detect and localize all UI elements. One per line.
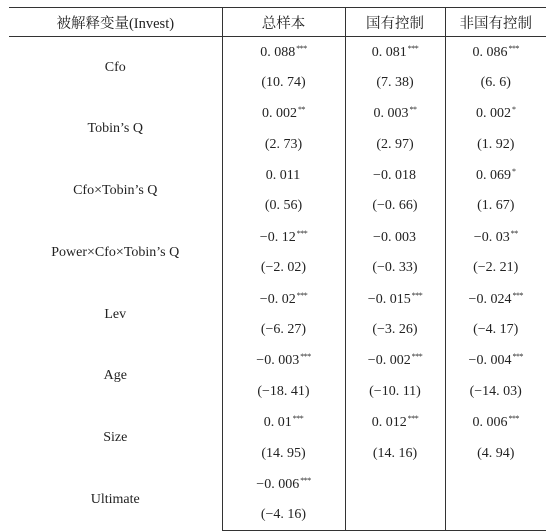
coefficient-cell-state-controlled xyxy=(345,222,445,253)
coefficient-cell-non-state-controlled xyxy=(445,160,546,191)
coefficient-value: 0. 011 xyxy=(265,168,301,183)
t-statistic-non-state-controlled: (6. 6) xyxy=(445,67,546,98)
table-row-coefficient xyxy=(9,407,546,438)
t-statistic-full-sample: (−18. 41) xyxy=(222,376,345,407)
coefficient-cell-state-controlled xyxy=(345,284,445,315)
coefficient-cell-non-state-controlled xyxy=(445,222,546,253)
t-statistic-non-state-controlled: (1. 67) xyxy=(445,191,546,222)
coefficient-cell-non-state-controlled xyxy=(445,37,546,68)
t-statistic-non-state-controlled: (1. 92) xyxy=(445,129,546,160)
variable-name: Cfo xyxy=(104,59,126,75)
significance-stars: *** xyxy=(512,352,523,362)
coefficient-value: −0. 03 xyxy=(473,229,510,245)
coefficient-cell-non-state-controlled xyxy=(445,345,546,376)
t-statistic-non-state-controlled: (−2. 21) xyxy=(445,253,546,284)
table-row-coefficient xyxy=(9,37,546,68)
coefficient-value: 0. 069 xyxy=(476,168,511,183)
significance-stars: *** xyxy=(411,352,423,362)
coefficient-cell-state-controlled xyxy=(345,160,445,191)
t-statistic-state-controlled: (7. 38) xyxy=(345,67,445,98)
coefficient-value: −0. 006 xyxy=(256,476,300,492)
significance-stars: *** xyxy=(292,414,304,424)
table-row-coefficient xyxy=(9,160,546,191)
coefficient-cell-state-controlled xyxy=(345,345,445,376)
coefficient-cell-full-sample xyxy=(222,407,345,438)
coefficient-cell-full-sample xyxy=(222,37,345,68)
coefficient-cell-full-sample xyxy=(222,98,345,129)
t-statistic-non-state-controlled: (−14. 03) xyxy=(445,376,546,407)
coefficient-value: 0. 088 xyxy=(260,44,296,60)
coefficient-cell-full-sample xyxy=(222,345,345,376)
significance-stars: *** xyxy=(512,290,523,300)
significance-stars: * xyxy=(512,167,516,176)
table-row-coefficient xyxy=(9,98,546,129)
coefficient-value: 0. 002 xyxy=(262,106,297,122)
t-statistic-non-state-controlled: (−4. 17) xyxy=(445,315,546,346)
variable-name: Tobin’s Q xyxy=(87,121,143,137)
header-non-state-controlled: 非国有控制 xyxy=(445,8,546,37)
variable-name: Size xyxy=(103,430,128,446)
header-dependent-variable: 被解释变量(Invest) xyxy=(9,8,222,37)
t-statistic-full-sample: (0. 56) xyxy=(222,191,345,222)
t-statistic-full-sample: (−6. 27) xyxy=(222,315,345,346)
header-full-sample: 总样本 xyxy=(222,8,345,37)
coefficient-cell-non-state-controlled xyxy=(445,469,546,500)
t-statistic-non-state-controlled: (4. 94) xyxy=(445,438,546,469)
t-statistic-state-controlled: (2. 97) xyxy=(345,129,445,160)
variable-name: Lev xyxy=(104,306,127,322)
coefficient-cell-full-sample xyxy=(222,284,345,315)
coefficient-value: 0. 081 xyxy=(371,44,407,60)
header-row xyxy=(9,8,546,37)
coefficient-value: −0. 003 xyxy=(373,229,416,245)
coefficient-value: −0. 024 xyxy=(468,291,512,307)
coefficient-value: −0. 004 xyxy=(468,353,512,369)
coefficient-cell-non-state-controlled xyxy=(445,98,546,129)
coefficient-value: 0. 006 xyxy=(472,415,508,431)
variable-name: Power×Cfo×Tobin’s Q xyxy=(51,244,180,260)
significance-stars: ** xyxy=(409,105,417,115)
coefficient-value: 0. 003 xyxy=(373,106,409,122)
variable-name: Ultimate xyxy=(90,491,140,507)
coefficient-cell-full-sample xyxy=(222,160,345,191)
t-statistic-state-controlled: (−10. 11) xyxy=(345,376,445,407)
table-body xyxy=(9,37,546,531)
coefficient-value: −0. 015 xyxy=(367,291,411,307)
significance-stars: *** xyxy=(300,475,311,485)
significance-stars: *** xyxy=(296,43,307,53)
t-statistic-state-controlled: (−0. 66) xyxy=(345,191,445,222)
coefficient-value: −0. 003 xyxy=(256,353,300,369)
t-statistic-state-controlled xyxy=(345,500,445,531)
significance-stars: ** xyxy=(298,105,305,115)
coefficient-value: 0. 01 xyxy=(263,415,292,431)
coefficient-value: 0. 086 xyxy=(472,44,508,60)
coefficient-value: −0. 018 xyxy=(373,168,416,183)
table-row-coefficient xyxy=(9,222,546,253)
significance-stars: *** xyxy=(407,43,419,53)
variable-name: Cfo×Tobin’s Q xyxy=(73,182,158,198)
significance-stars: * xyxy=(512,105,516,115)
variable-name: Age xyxy=(103,368,127,384)
coefficient-cell-state-controlled xyxy=(345,469,445,500)
t-statistic-state-controlled: (14. 16) xyxy=(345,438,445,469)
significance-stars: *** xyxy=(300,352,311,362)
significance-stars: *** xyxy=(411,290,423,300)
coefficient-cell-full-sample xyxy=(222,222,345,253)
significance-stars: *** xyxy=(508,43,519,53)
t-statistic-full-sample: (2. 73) xyxy=(222,129,345,160)
table-row-coefficient xyxy=(9,284,546,315)
significance-stars: *** xyxy=(296,290,308,300)
coefficient-cell-non-state-controlled xyxy=(445,284,546,315)
t-statistic-full-sample: (−2. 02) xyxy=(222,253,345,284)
significance-stars: *** xyxy=(407,414,419,424)
table-row-coefficient xyxy=(9,469,546,500)
t-statistic-full-sample: (−4. 16) xyxy=(222,500,345,531)
t-statistic-full-sample: (14. 95) xyxy=(222,438,345,469)
table-row-coefficient xyxy=(9,345,546,376)
significance-stars: *** xyxy=(508,414,519,424)
coefficient-cell-state-controlled xyxy=(345,98,445,129)
header-state-controlled: 国有控制 xyxy=(345,8,445,37)
regression-table xyxy=(9,7,546,531)
coefficient-cell-state-controlled xyxy=(345,37,445,68)
coefficient-cell-state-controlled xyxy=(345,407,445,438)
coefficient-cell-full-sample xyxy=(222,469,345,500)
coefficient-value: −0. 12 xyxy=(259,229,296,245)
significance-stars: *** xyxy=(296,228,308,238)
t-statistic-state-controlled: (−0. 33) xyxy=(345,253,445,284)
coefficient-value: −0. 002 xyxy=(367,353,411,369)
t-statistic-non-state-controlled xyxy=(445,500,546,531)
coefficient-value: 0. 012 xyxy=(371,415,407,431)
significance-stars: ** xyxy=(510,228,518,238)
coefficient-value: 0. 002 xyxy=(476,106,511,122)
coefficient-value: −0. 02 xyxy=(259,291,296,307)
coefficient-cell-non-state-controlled xyxy=(445,407,546,438)
t-statistic-full-sample: (10. 74) xyxy=(222,67,345,98)
t-statistic-state-controlled: (−3. 26) xyxy=(345,315,445,346)
